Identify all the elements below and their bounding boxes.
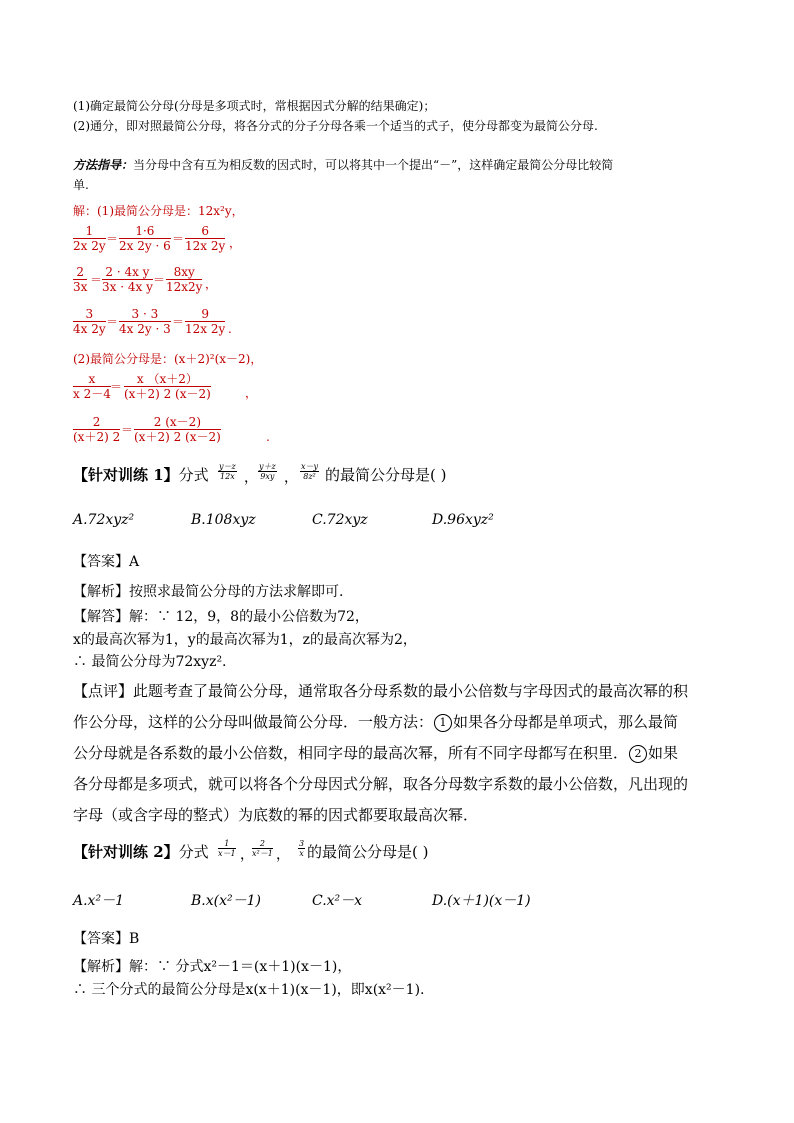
method-line-1 [73,158,613,173]
circled-number-2: 2 [629,745,647,763]
q1-comment-line-2: 作公分母，这样的公分母叫做最简公分母．一般方法： 1 如果各分母都是单项式，那么最简 [73,713,679,731]
q2-analysis-line-2: ∴ 三个分式的最简公分母是x(x＋1)(x－1)，即x(x²－1). [73,982,425,998]
q2-option-d[interactable]: D.(x＋1)(x－1) [432,893,531,909]
eq1-equals-1: ＝ [106,232,119,246]
q1-analysis-label: 【解析】 [73,584,129,600]
q1-comment-line-5: 字母（或含字母的整式）为底数的幂的因式都要取最高次幂． [73,806,479,824]
q2-option-b[interactable]: B.x(x²－1) [191,893,261,909]
eq2-frac-3: $\frac{8xy}{12x2y}$ [166,265,203,294]
q2-suffix: 的最简公分母是( ) [307,843,429,861]
eq3-tail: . [228,322,232,336]
eq2-equals-1: ＝ [90,273,103,287]
q1-comment-line-1: 【点评】此题考查了最简公分母，通常取各分母系数的最小公倍数与字母因式的最高次幂的积 [73,682,689,700]
q1-comment-line-3: 公分母就是各系数的最小公倍数，相同字母的最高次幂，所有不同字母都写在积里． 2 如果 [73,744,679,762]
q1-suffix: 的最简公分母是( ) [325,466,447,484]
q1-solve-label: 【解答】 [73,609,129,625]
eq1-frac-3: $\frac{6}{12x 2y}$ [185,224,226,253]
q2-answer-label: 【答案】 [73,931,129,947]
q2-analysis-line-1: 【解析】解：∵ 分式x²－1＝(x＋1)(x－1)， [73,959,352,975]
eq5-equals-1: ＝ [121,423,134,437]
eq1-tail: ， [229,236,242,250]
eq4-equals-1: ＝ [110,380,123,394]
eq1-equals-2: ＝ [172,232,185,246]
q2-fraction-3: $\frac{3}{x}$ [299,839,305,858]
q2-stem [73,842,209,862]
q1-option-d[interactable]: D.96xyz² [432,512,494,528]
q1-stem [73,465,209,485]
q1-answer [73,552,139,572]
q1-comment-line-4: 各分母都是多项式，就可以将各个分母因式分解，取各分母数字系数的最小公倍数，凡出现的 [73,775,689,793]
eq2-frac-2: $\frac{\text{2 · 4x y}}{\text{3x · 4x y}}$ [102,265,153,294]
eq2-tail: ， [205,277,218,291]
eq5-frac-2: $\frac{2 (x-2)}{(x+2) 2 (x-2)}$ [134,415,221,444]
q2-option-a[interactable]: A.x²－1 [73,893,124,909]
eq3-frac-2: $\frac{3 \cdot 3}{4x 2y \cdot 3}$ [119,307,171,336]
q1-fraction-2: $\frac{y+z}{9xy}$ [259,462,276,481]
eq5-frac-1: $\frac{2}{(x+2) 2}$ [73,415,121,444]
q1-option-b[interactable]: B.108xyz [191,512,256,528]
q1-fraction-1: $\frac{y-z}{12x}$ [219,462,236,481]
method-line-2: 单. [73,178,89,192]
solution-2-label: (2)最简公分母是：(x＋2)²(x－2)， [73,352,263,366]
q1-analysis-text: 按照求最简公分母的方法求解即可. [129,584,344,600]
q1-option-c[interactable]: C.72xyz [312,512,368,528]
eq1-frac-2: $\frac{1\cdot 6}{2x 2y \cdot 6}$ [119,224,171,253]
q1-answer-label: 【答案】 [73,554,129,570]
eq3-equals-1: ＝ [106,315,119,329]
q2-option-c[interactable]: C.x²－x [312,893,363,909]
eq3-frac-1: $\frac{3}{4x 2y}$ [73,307,106,336]
q1-solve-line-3: ∴ 最简公分母为72xyz². [73,654,227,670]
q1-analysis [73,582,343,602]
eq4-frac-2: $\frac{x (x+2)}{(x+2) 2 (x-2)}$ [124,372,211,401]
intro-line-1: (1)确定最简公分母(分母是多项式时，常根据因式分解的结果确定)； [73,99,436,113]
eq4-tail: ， [245,386,258,400]
intro-line-2: (2)通分，即对照最简公分母，将各分式的分子分母各乘一个适当的式子，使分母都变为最简公分母. [73,119,598,133]
q1-answer-value: A [129,554,140,570]
eq5-tail: . [266,430,270,444]
q1-fraction-3: $\frac{x-y}{\text{8z²}}$ [301,462,319,481]
q1-option-a[interactable]: A.72xyz² [73,512,135,528]
q1-prefix: 分式 [178,466,209,484]
eq1-frac-1: $\frac{1}{2x 2y}$ [73,224,106,253]
q2-analysis-label: 【解析】 [73,959,129,975]
q1-solve-line-2: x的最高次幂为1，y的最高次幂为1，z的最高次幂为2， [73,632,417,648]
q2-label: 【针对训练 2】 [73,843,179,861]
method-text: 当分母中含有互为相反数的因式时，可以将其中一个提出“－”，这样确定最简公分母比较简 [133,158,614,172]
method-label: 方法指导： [73,158,134,172]
eq2-frac-1: $\frac{2}{3x}$ [73,265,88,294]
eq4-frac-1: $\frac{x}{x 2-4}$ [73,372,111,401]
q1-comment-label: 【点评】 [73,682,134,700]
eq2-equals-2: ＝ [153,273,166,287]
q2-answer-value: B [129,931,140,947]
q2-prefix: 分式 [178,843,209,861]
q1-label: 【针对训练 1】 [73,466,179,484]
q2-fraction-1: $\frac{1}{x-1}$ [218,839,236,858]
q2-fraction-2: $\frac{2}{\text{x²－1}}$ [252,839,273,858]
circled-number-1: 1 [434,714,452,732]
eq3-frac-3: $\frac{9}{12x 2y}$ [185,307,226,336]
q2-answer [73,929,139,949]
q1-solve-text-1: 解：∵ 12，9，8的最小公倍数为72， [129,609,369,625]
q1-solve-line-1 [73,607,369,627]
solution-1-label: 解：(1)最简公分母是：12x²y， [73,204,244,218]
eq3-equals-2: ＝ [172,315,185,329]
